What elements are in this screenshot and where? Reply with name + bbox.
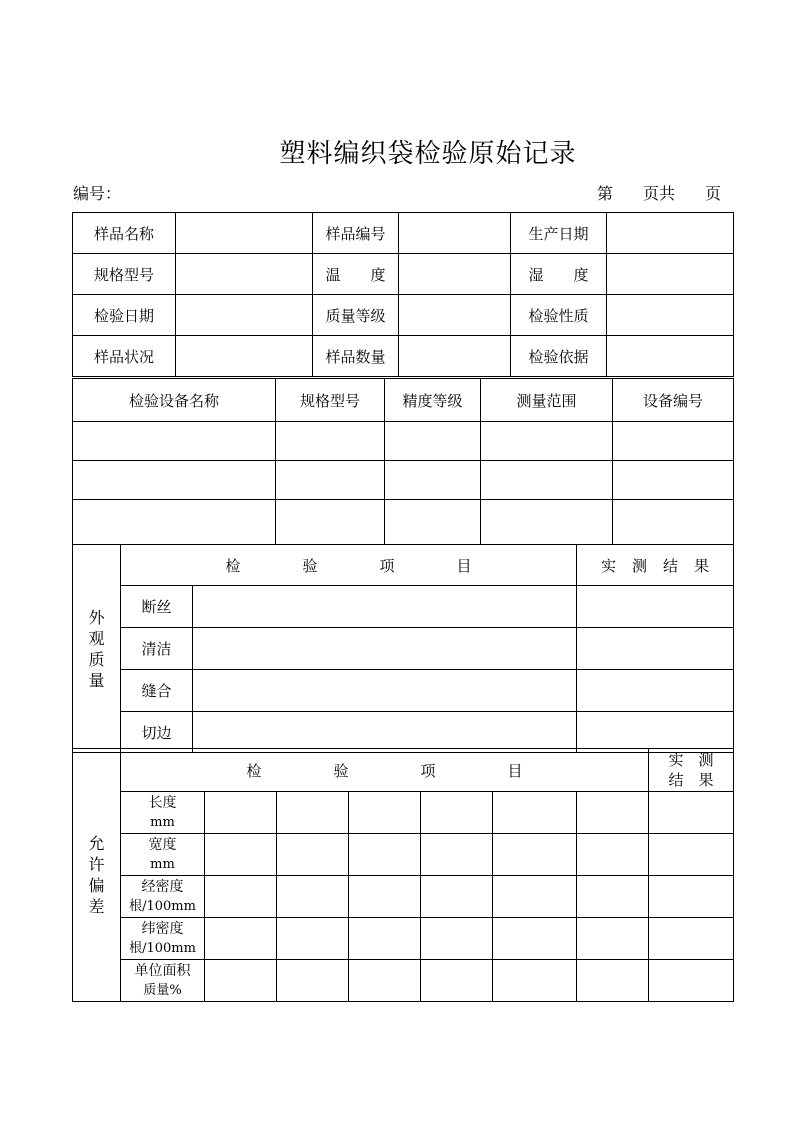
header-char: 检 xyxy=(246,761,262,780)
item-label xyxy=(121,918,205,960)
section-char: 许 xyxy=(88,855,105,874)
table-cell[interactable] xyxy=(193,628,577,670)
section-char: 允 xyxy=(88,834,105,853)
section-char: 差 xyxy=(88,897,105,916)
table-cell[interactable] xyxy=(613,461,734,500)
table-cell[interactable] xyxy=(649,960,734,1002)
table-row xyxy=(73,960,734,1002)
item-label xyxy=(121,834,205,876)
header-char: 实 xyxy=(600,556,616,575)
table-cell[interactable] xyxy=(276,500,385,545)
item-name: 经密度 xyxy=(141,878,184,895)
label-spec-model: 规格型号 xyxy=(73,254,176,295)
table-cell[interactable] xyxy=(577,628,734,670)
value-sample-quantity[interactable] xyxy=(399,336,511,377)
table-row xyxy=(73,213,734,254)
item-name: 宽度 xyxy=(148,836,177,853)
table-cell[interactable] xyxy=(421,834,493,876)
table-row xyxy=(73,628,734,670)
table-cell[interactable] xyxy=(277,960,349,1002)
header-equipment-name: 检验设备名称 xyxy=(73,379,276,422)
table-cell[interactable] xyxy=(421,876,493,918)
table-cell[interactable] xyxy=(349,834,421,876)
value-sample-no[interactable] xyxy=(399,213,511,254)
table-cell[interactable] xyxy=(613,500,734,545)
item-unit: 质量% xyxy=(143,982,182,998)
item-label: 缝合 xyxy=(121,670,193,712)
label-temperature: 温 度 xyxy=(313,254,399,295)
header-range: 测量范围 xyxy=(481,379,613,422)
table-cell[interactable] xyxy=(577,712,734,753)
table-cell[interactable] xyxy=(577,834,649,876)
value-humidity[interactable] xyxy=(607,254,734,295)
record-number-label: 编号： xyxy=(73,184,122,203)
item-unit: mm xyxy=(150,856,175,872)
label-quality-grade: 质量等级 xyxy=(313,295,399,336)
table-cell[interactable] xyxy=(493,918,577,960)
table-header-row xyxy=(73,749,734,792)
table-row xyxy=(73,461,734,500)
page-ye: 页 xyxy=(704,184,721,203)
page-di: 第 xyxy=(596,184,613,203)
table-cell[interactable] xyxy=(277,918,349,960)
value-test-basis[interactable] xyxy=(607,336,734,377)
header-char: 目 xyxy=(456,556,472,575)
table-cell[interactable] xyxy=(276,422,385,461)
table-cell[interactable] xyxy=(577,792,649,834)
table-cell[interactable] xyxy=(577,960,649,1002)
table-row xyxy=(73,254,734,295)
item-label xyxy=(121,960,205,1002)
table-cell[interactable] xyxy=(73,461,276,500)
table-cell[interactable] xyxy=(385,422,481,461)
table-cell[interactable] xyxy=(649,792,734,834)
item-label: 断丝 xyxy=(121,586,193,628)
label-test-basis: 检验依据 xyxy=(511,336,607,377)
table-cell[interactable] xyxy=(481,500,613,545)
table-header-row xyxy=(73,379,734,422)
deviation-table xyxy=(72,748,734,1002)
header-char: 项 xyxy=(379,556,395,575)
section-char: 外 xyxy=(88,607,105,627)
table-cell[interactable] xyxy=(205,960,277,1002)
table-row xyxy=(73,712,734,753)
header-char: 测 xyxy=(631,556,647,575)
table-cell[interactable] xyxy=(613,422,734,461)
table-cell[interactable] xyxy=(277,876,349,918)
table-cell[interactable] xyxy=(493,876,577,918)
table-cell[interactable] xyxy=(349,876,421,918)
item-unit: 根/100mm xyxy=(129,898,196,914)
section-label-deviation xyxy=(73,749,121,1002)
table-cell[interactable] xyxy=(493,792,577,834)
section-char: 观 xyxy=(88,628,105,648)
table-cell[interactable] xyxy=(193,670,577,712)
value-production-date[interactable] xyxy=(607,213,734,254)
header-char: 验 xyxy=(302,556,318,575)
header-result-line: 实 测 xyxy=(668,751,714,769)
header-test-item xyxy=(121,749,649,792)
section-label-appearance xyxy=(73,545,121,753)
value-quality-grade[interactable] xyxy=(399,295,511,336)
table-cell[interactable] xyxy=(205,918,277,960)
label-test-nature: 检验性质 xyxy=(511,295,607,336)
header-equipment-no: 设备编号 xyxy=(613,379,734,422)
section-char: 量 xyxy=(88,670,105,690)
header-test-item xyxy=(121,545,577,586)
table-cell[interactable] xyxy=(421,918,493,960)
table-cell[interactable] xyxy=(385,500,481,545)
table-cell[interactable] xyxy=(649,876,734,918)
table-row xyxy=(73,792,734,834)
table-cell[interactable] xyxy=(493,834,577,876)
table-header-row xyxy=(73,545,734,586)
table-cell[interactable] xyxy=(577,918,649,960)
value-sample-condition[interactable] xyxy=(176,336,313,377)
item-name: 纬密度 xyxy=(141,920,184,937)
page-number-label xyxy=(597,181,721,204)
label-sample-quantity: 样品数量 xyxy=(313,336,399,377)
table-cell[interactable] xyxy=(73,422,276,461)
table-cell[interactable] xyxy=(277,834,349,876)
sample-info-table xyxy=(72,212,734,377)
appearance-table xyxy=(72,544,734,753)
header-spec-model: 规格型号 xyxy=(276,379,385,422)
table-row xyxy=(73,670,734,712)
table-cell[interactable] xyxy=(277,792,349,834)
table-cell[interactable] xyxy=(649,834,734,876)
header-char: 验 xyxy=(333,761,349,780)
label-sample-no: 样品编号 xyxy=(313,213,399,254)
table-row xyxy=(73,422,734,461)
value-spec-model[interactable] xyxy=(176,254,313,295)
label-sample-condition: 样品状况 xyxy=(73,336,176,377)
equipment-table xyxy=(72,378,734,545)
item-unit: mm xyxy=(150,814,175,830)
value-temperature[interactable] xyxy=(399,254,511,295)
label-humidity: 湿 度 xyxy=(511,254,607,295)
table-row xyxy=(73,834,734,876)
page-ye-gong: 页共 xyxy=(642,184,675,203)
table-cell[interactable] xyxy=(493,960,577,1002)
table-cell[interactable] xyxy=(276,461,385,500)
item-name: 长度 xyxy=(148,794,177,811)
header-char: 果 xyxy=(694,556,710,575)
item-name: 单位面积 xyxy=(134,962,191,979)
table-row xyxy=(73,295,734,336)
table-row xyxy=(73,500,734,545)
header-result-line: 结 果 xyxy=(668,771,714,789)
label-production-date: 生产日期 xyxy=(511,213,607,254)
label-test-date: 检验日期 xyxy=(73,295,176,336)
table-row xyxy=(73,918,734,960)
table-cell[interactable] xyxy=(349,960,421,1002)
value-sample-name[interactable] xyxy=(176,213,313,254)
item-label: 清洁 xyxy=(121,628,193,670)
header-char: 结 xyxy=(663,556,679,575)
header-result xyxy=(649,749,734,792)
table-cell[interactable] xyxy=(649,918,734,960)
document-title: 塑料编织袋检验原始记录 xyxy=(279,139,577,169)
item-unit: 根/100mm xyxy=(129,940,196,956)
table-cell[interactable] xyxy=(193,712,577,753)
table-cell[interactable] xyxy=(481,422,613,461)
table-cell[interactable] xyxy=(421,792,493,834)
table-cell[interactable] xyxy=(421,960,493,1002)
table-row xyxy=(73,586,734,628)
table-row xyxy=(73,876,734,918)
header-char: 目 xyxy=(507,761,523,780)
section-char: 质 xyxy=(88,649,105,669)
item-label xyxy=(121,792,205,834)
item-label xyxy=(121,876,205,918)
header-char: 检 xyxy=(225,556,241,575)
table-cell[interactable] xyxy=(205,792,277,834)
table-row xyxy=(73,336,734,377)
table-cell[interactable] xyxy=(385,461,481,500)
item-label: 切边 xyxy=(121,712,193,753)
header-result xyxy=(577,545,734,586)
value-test-nature[interactable] xyxy=(607,295,734,336)
value-test-date[interactable] xyxy=(176,295,313,336)
label-sample-name: 样品名称 xyxy=(73,213,176,254)
table-cell[interactable] xyxy=(349,918,421,960)
table-cell[interactable] xyxy=(73,500,276,545)
table-cell[interactable] xyxy=(193,586,577,628)
table-cell[interactable] xyxy=(577,586,734,628)
table-cell[interactable] xyxy=(349,792,421,834)
table-cell[interactable] xyxy=(205,876,277,918)
section-char: 偏 xyxy=(88,876,105,895)
table-cell[interactable] xyxy=(577,670,734,712)
header-char: 项 xyxy=(420,761,436,780)
table-cell[interactable] xyxy=(481,461,613,500)
table-cell[interactable] xyxy=(577,876,649,918)
header-precision: 精度等级 xyxy=(385,379,481,422)
table-cell[interactable] xyxy=(205,834,277,876)
